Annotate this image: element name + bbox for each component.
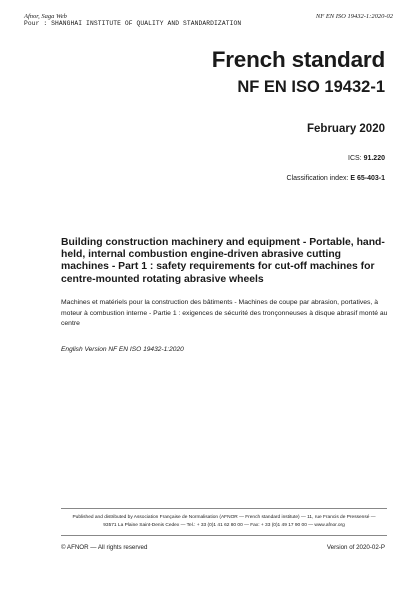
title-french: Machines et matériels pour la construction des bâtiments - Machines de coupe par abrasion, portatives, à moteur à combustion interne - Partie 1 : exigences de sécurité des tronçonneuses à disque abrasif monté au centre xyxy=(61,299,388,327)
document-date: February 2020 xyxy=(307,123,385,135)
classification-line xyxy=(287,175,385,182)
footer-copyright: © AFNOR — All rights reserved xyxy=(61,544,148,551)
classification-label: Classification index: xyxy=(286,175,351,182)
publisher-line-1: Published and distributed by Association Française de Normalisation (AFNOR — French standard institute) — 11, rue Francis de Pressensé — xyxy=(72,515,376,520)
document-number: NF EN ISO 19432-1 xyxy=(237,78,385,96)
title-english: Building construction machinery and equipment - Portable, hand-held, internal combustion engine-driven abrasive cutting machines - Part 1 : safety requirements for cut-off machines for centre-mounted rotating abrasive wheels xyxy=(61,237,385,285)
ics-line xyxy=(348,155,385,162)
version-note: English Version NF EN ISO 19432-1:2020 xyxy=(61,346,184,353)
publisher-block xyxy=(61,514,387,530)
publisher-line-2: 93571 La Plaine Saint-Denis Cedex — Tel.: + 33 (0)1 41 62 80 00 — Fax: + 33 (0)1 49 17 90 00 — www.afnor.org xyxy=(103,523,345,528)
header-licensee: Pour : SHANGHAI INSTITUTE OF QUALITY AND STANDARDIZATION xyxy=(24,20,242,27)
header-reference: NF EN ISO 19432-1:2020-02 xyxy=(315,13,393,20)
header-source: Afnor, Saga Web xyxy=(24,13,67,20)
ics-label: ICS: xyxy=(348,155,364,162)
ics-value: 91.220 xyxy=(363,155,385,162)
divider-top xyxy=(61,508,387,509)
document-type: French standard xyxy=(211,47,385,72)
divider-bottom xyxy=(61,535,387,536)
footer-version: Version of 2020-02-P xyxy=(326,544,385,551)
classification-value: E 65-403-1 xyxy=(350,175,385,182)
